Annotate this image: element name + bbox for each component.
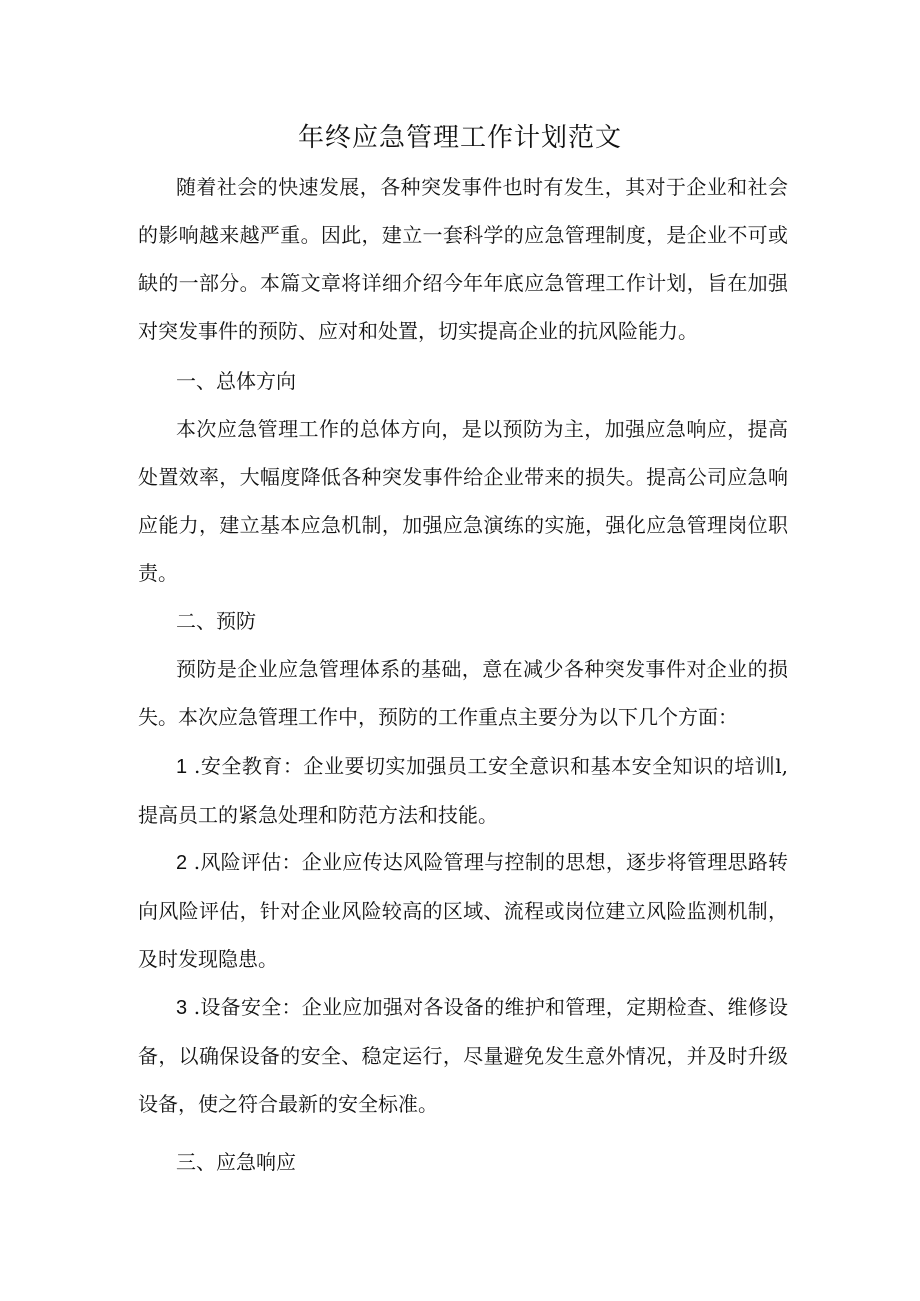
list-item-text: .安全教育：企业要切实加强员工安全意识和基本安全知识的培训l,提高员工的紧急处理和防范方法和技能。 xyxy=(138,754,788,827)
list-item xyxy=(138,838,788,983)
list-item-number: 3 xyxy=(176,997,188,1019)
document-title: 年终应急管理工作计划范文 xyxy=(297,123,622,153)
list-item xyxy=(138,983,788,1128)
list-item-text: .风险评估：企业应传达风险管理与控制的思想，逐步将管理思路转向风险评估，针对企业风险较高的区域、流程或岗位建立风险监测机制，及时发现隐患。 xyxy=(138,850,789,971)
section-heading-overall-direction: 一、总体方向 xyxy=(176,369,296,393)
overall-direction-paragraph: 本次应急管理工作的总体方向，是以预防为主，加强应急响应，提高处置效率，大幅度降低各种突发事件给企业带来的损失。提高公司应急响应能力，建立基本应急机制，加强应急演练的实施，强化应急管理岗位职责。 xyxy=(138,417,788,585)
list-item-text: .设备安全：企业应加强对各设备的维护和管理，定期检查、维修设备，以确保设备的安全、稳定运行，尽量避免发生意外情况，并及时升级设备，使之符合最新的安全标准。 xyxy=(138,995,789,1116)
list-item xyxy=(138,742,788,839)
intro-paragraph: 随着社会的快速发展，各种突发事件也时有发生，其对于企业和社会的影响越来越严重。因此，建立一套科学的应急管理制度，是企业不可或缺的一部分。本篇文章将详细介绍今年年底应急管理工作计划，旨在加强对突发事件的预防、应对和处置，切实提高企业的抗风险能力。 xyxy=(138,175,788,343)
section-heading-prevention: 二、预防 xyxy=(176,609,256,633)
list-item-number: 2 xyxy=(176,852,188,874)
prevention-paragraph: 预防是企业应急管理体系的基础，意在减少各种突发事件对企业的损失。本次应急管理工作中，预防的工作重点主要分为以下几个方面： xyxy=(138,657,788,729)
list-item-number: 1 xyxy=(176,756,188,778)
section-heading-emergency-response: 三、应急响应 xyxy=(176,1150,296,1174)
